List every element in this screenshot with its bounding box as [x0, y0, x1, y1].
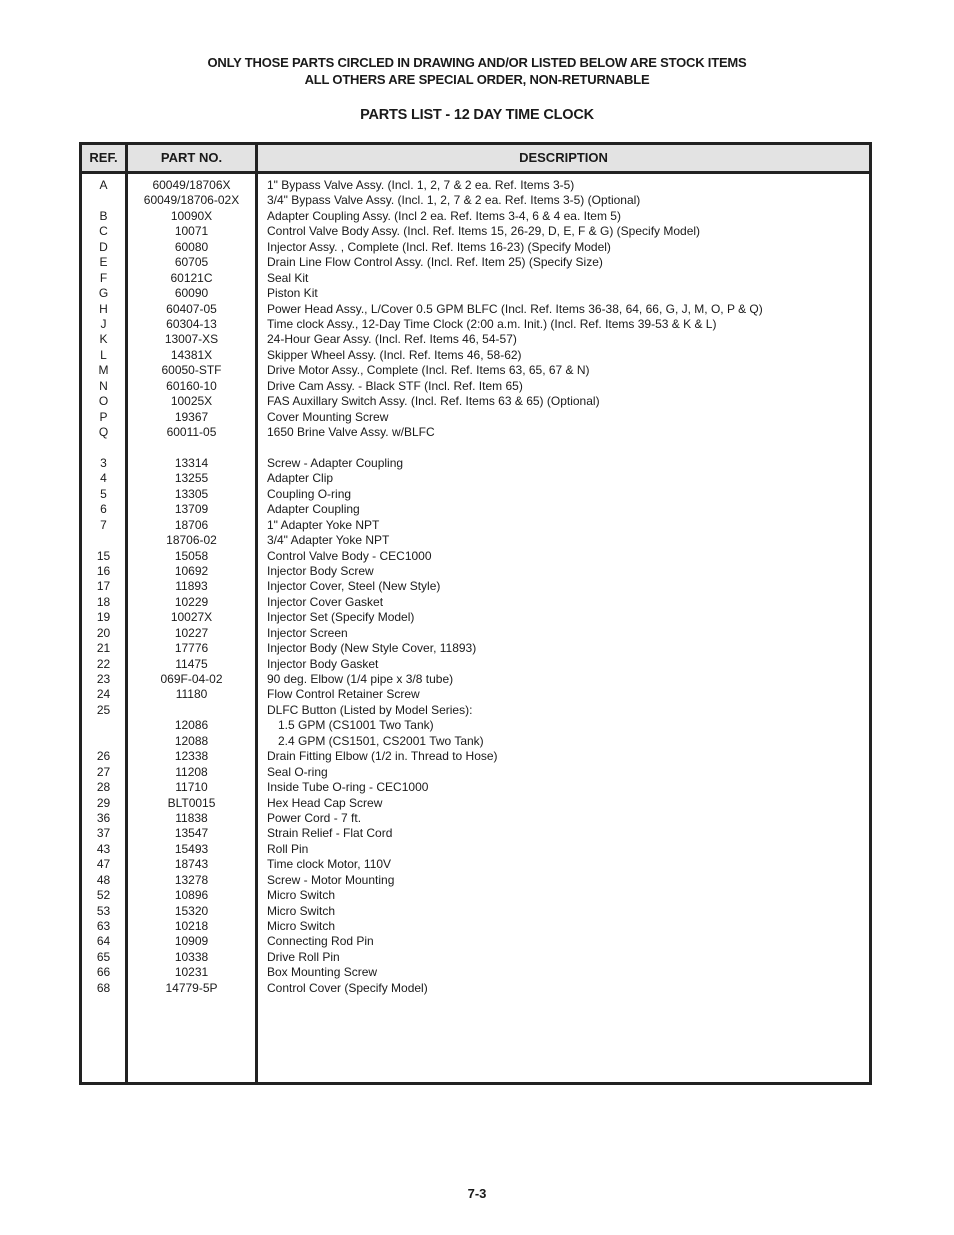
table-row	[82, 610, 869, 625]
part-no-cell: 10227	[174, 625, 209, 640]
table-row	[82, 518, 869, 533]
table-row	[82, 950, 869, 965]
part-no-cell: 13007-XS	[164, 332, 219, 347]
part-no-cell: 10027X	[170, 610, 213, 625]
table-row	[82, 348, 869, 363]
description-cell: Adapter Coupling Assy. (Incl 2 ea. Ref. Items 3-4, 6 & 4 ea. Item 5)	[267, 208, 621, 223]
part-no-cell: 17776	[174, 641, 209, 656]
table-body	[82, 178, 869, 996]
description-cell: 24-Hour Gear Assy. (Incl. Ref. Items 46, 54-57)	[267, 332, 517, 347]
part-no-cell: 10692	[174, 563, 209, 578]
part-no-cell: 10338	[174, 949, 209, 964]
table-row	[82, 595, 869, 610]
part-no-cell: 18743	[174, 857, 209, 872]
part-no-cell: 11893	[175, 579, 208, 594]
part-no-cell: 13305	[174, 486, 209, 501]
ref-cell: N	[99, 378, 108, 393]
header-part-no: PART NO.	[160, 150, 223, 165]
description-cell: DLFC Button (Listed by Model Series):	[267, 702, 473, 717]
ref-cell: P	[99, 409, 108, 424]
table-row	[82, 332, 869, 347]
description-cell: Injector Screen	[267, 625, 348, 640]
ref-cell: 29	[96, 795, 111, 810]
ref-cell: D	[99, 239, 108, 254]
table-row	[82, 317, 869, 332]
part-no-cell: 60011-05	[166, 425, 217, 439]
table-row	[82, 734, 869, 749]
description-cell: Hex Head Cap Screw	[267, 795, 383, 810]
ref-cell: F	[99, 270, 108, 285]
description-cell: Drain Fitting Elbow (1/2 in. Thread to Hose)	[267, 749, 498, 764]
table-row	[82, 410, 869, 425]
table-row	[82, 440, 869, 455]
description-cell: 1" Adapter Yoke NPT	[267, 517, 380, 532]
part-no-cell: 14381X	[170, 347, 213, 362]
description-cell: Injector Cover Gasket	[267, 594, 384, 609]
header-description: DESCRIPTION	[519, 150, 608, 165]
description-cell: Micro Switch	[267, 919, 336, 933]
part-no-cell: 13709	[174, 502, 209, 517]
ref-cell: 37	[96, 826, 111, 841]
parts-table	[79, 142, 872, 1085]
description-cell: Time clock Assy., 12-Day Time Clock (2:00 a.m. Init.) (Incl. Ref. Items 39-53 & K & L)	[267, 316, 717, 331]
description-cell: Control Valve Body - CEC1000	[267, 548, 432, 563]
table-row	[82, 549, 869, 564]
part-no-cell: 12086	[174, 718, 209, 733]
ref-cell: H	[99, 301, 108, 316]
table-row	[82, 302, 869, 317]
ref-cell: A	[99, 178, 108, 192]
table-row	[82, 965, 869, 980]
ref-cell: 17	[96, 579, 111, 594]
stock-notice-line1: ONLY THOSE PARTS CIRCLED IN DRAWING AND/OR LISTED BELOW ARE STOCK ITEMS	[207, 55, 747, 70]
table-row	[82, 811, 869, 826]
table-row	[82, 934, 869, 949]
description-cell: Coupling O-ring	[267, 486, 352, 501]
table-row	[82, 657, 869, 672]
part-no-cell: 069F-04-02	[160, 672, 223, 686]
table-row	[82, 981, 869, 996]
table-row	[82, 193, 869, 208]
description-cell: Injector Set (Specify Model)	[267, 610, 415, 625]
description-cell: Power Head Assy., L/Cover 0.5 GPM BLFC (Incl. Ref. Items 36-38, 64, 66, G, J, M, O, P & Q)	[267, 301, 763, 316]
ref-cell: 68	[96, 980, 111, 995]
description-cell: Drive Motor Assy., Complete (Incl. Ref. Items 63, 65, 67 & N)	[267, 363, 590, 378]
part-no-cell: 60080	[174, 239, 209, 254]
description-cell: Injector Assy. , Complete (Incl. Ref. Items 16-23) (Specify Model)	[267, 239, 611, 254]
part-no-cell: 10025X	[170, 394, 213, 409]
ref-cell: J	[100, 316, 107, 331]
description-cell: FAS Auxillary Switch Assy. (Incl. Ref. Items 63 & 65) (Optional)	[267, 394, 600, 409]
part-no-cell: 10231	[174, 965, 209, 980]
description-cell: Adapter Coupling	[267, 502, 360, 517]
ref-cell: 48	[96, 872, 111, 887]
table-header	[82, 145, 869, 174]
ref-cell: 16	[96, 563, 111, 578]
part-no-cell: 12338	[174, 749, 209, 764]
description-cell: Cover Mounting Screw	[267, 409, 389, 424]
table-row	[82, 394, 869, 409]
part-no-cell: 60407-05	[166, 301, 217, 316]
description-cell: Screw - Adapter Coupling	[267, 455, 404, 470]
table-row	[82, 919, 869, 934]
description-cell: Micro Switch	[267, 903, 336, 918]
part-no-cell: 13255	[174, 471, 209, 486]
table-row	[82, 904, 869, 919]
part-no-cell: 10071	[174, 224, 209, 239]
ref-cell: 19	[96, 610, 111, 625]
table-row	[82, 765, 869, 780]
table-row	[82, 579, 869, 594]
ref-cell: C	[99, 224, 108, 239]
ref-cell: O	[98, 394, 109, 409]
ref-cell: 15	[96, 548, 111, 563]
ref-cell: L	[100, 347, 107, 362]
ref-cell: 65	[96, 949, 111, 964]
description-cell: Strain Relief - Flat Cord	[267, 826, 393, 841]
ref-cell: 27	[96, 764, 111, 779]
ref-cell: 7	[100, 517, 107, 532]
description-cell: 1.5 GPM (CS1001 Two Tank)	[278, 718, 434, 733]
ref-cell: 28	[96, 780, 111, 795]
part-no-cell: 60705	[174, 255, 209, 270]
ref-cell: 66	[96, 965, 111, 980]
page-title: PARTS LIST - 12 DAY TIME CLOCK	[360, 107, 594, 123]
description-cell: Seal Kit	[267, 270, 309, 285]
ref-cell: 23	[96, 672, 111, 686]
table-row	[82, 178, 869, 193]
description-cell: Injector Body Screw	[267, 563, 374, 578]
table-row	[82, 379, 869, 394]
description-cell: Roll Pin	[267, 841, 309, 856]
ref-cell: G	[98, 286, 109, 301]
part-no-cell: 11838	[175, 810, 208, 825]
part-no-cell: 10896	[174, 888, 209, 903]
table-row	[82, 780, 869, 795]
part-no-cell: 13278	[174, 872, 209, 887]
part-no-cell: 13547	[174, 826, 209, 841]
ref-cell: E	[99, 255, 108, 270]
ref-cell: M	[98, 363, 109, 378]
part-no-cell: 60121C	[170, 270, 213, 285]
table-row	[82, 857, 869, 872]
table-row	[82, 564, 869, 579]
table-row	[82, 533, 869, 548]
part-no-cell: 60304-13	[166, 316, 217, 331]
ref-cell: 3	[100, 455, 107, 470]
description-cell: Time clock Motor, 110V	[267, 857, 392, 872]
description-cell: Inside Tube O-ring - CEC1000	[267, 780, 429, 795]
ref-cell: B	[99, 208, 108, 223]
table-row	[82, 456, 869, 471]
table-row	[82, 796, 869, 811]
part-no-cell: 60050-STF	[161, 363, 222, 378]
table-row	[82, 224, 869, 239]
table-row	[82, 286, 869, 301]
table-row	[82, 209, 869, 224]
part-no-cell: 10229	[174, 594, 209, 609]
header-ref: REF.	[89, 150, 118, 165]
table-row	[82, 641, 869, 656]
part-no-cell: 11475	[175, 656, 208, 671]
description-cell: Flow Control Retainer Screw	[267, 687, 420, 702]
ref-cell: 43	[96, 841, 111, 856]
part-no-cell: 14779-5P	[165, 980, 218, 995]
part-no-cell: 10909	[174, 934, 209, 949]
description-cell: Control Cover (Specify Model)	[267, 980, 428, 995]
part-no-cell: 11180	[175, 687, 208, 702]
ref-cell: 53	[96, 903, 111, 918]
table-row	[82, 826, 869, 841]
ref-cell: 36	[96, 810, 111, 825]
description-cell: Connecting Rod Pin	[267, 934, 374, 949]
table-row	[82, 363, 869, 378]
part-no-cell: 19367	[174, 409, 209, 424]
description-cell: Box Mounting Screw	[267, 965, 378, 980]
part-no-cell: 12088	[174, 733, 209, 748]
table-row	[82, 842, 869, 857]
ref-cell: 64	[96, 934, 111, 949]
part-no-cell: BLT0015	[167, 795, 216, 810]
part-no-cell: 60160-10	[166, 378, 217, 393]
ref-cell: 63	[96, 919, 111, 933]
table-row	[82, 502, 869, 517]
description-cell: 1" Bypass Valve Assy. (Incl. 1, 2, 7 & 2 ea. Ref. Items 3-5)	[267, 178, 575, 192]
ref-cell: 52	[96, 888, 111, 903]
description-cell: Screw - Motor Mounting	[267, 872, 395, 887]
description-cell: Drain Line Flow Control Assy. (Incl. Ref. Item 25) (Specify Size)	[267, 255, 603, 270]
ref-cell: 4	[100, 471, 107, 486]
part-no-cell: 60049/18706-02X	[143, 193, 240, 208]
part-no-cell: 15493	[174, 841, 209, 856]
description-cell: Piston Kit	[267, 286, 318, 301]
description-cell: 1650 Brine Valve Assy. w/BLFC	[267, 425, 435, 439]
part-no-cell: 60049/18706X	[152, 178, 231, 192]
description-cell: Micro Switch	[267, 888, 336, 903]
ref-cell: 18	[96, 594, 111, 609]
part-no-cell: 60090	[174, 286, 209, 301]
ref-cell: K	[99, 332, 108, 347]
table-row	[82, 888, 869, 903]
description-cell: Injector Body (New Style Cover, 11893)	[267, 641, 477, 656]
table-row	[82, 425, 869, 440]
ref-cell: 25	[96, 702, 111, 717]
table-row	[82, 487, 869, 502]
description-cell: Adapter Clip	[267, 471, 334, 486]
part-no-cell: 11208	[175, 764, 208, 779]
part-no-cell: 10218	[174, 919, 209, 933]
table-row	[82, 240, 869, 255]
description-cell: Drive Cam Assy. - Black STF (Incl. Ref. Item 65)	[267, 378, 523, 393]
description-cell: 3/4" Adapter Yoke NPT	[267, 533, 390, 548]
description-cell: Seal O-ring	[267, 764, 328, 779]
table-row	[82, 672, 869, 687]
description-cell: Drive Roll Pin	[267, 949, 340, 964]
table-row	[82, 471, 869, 486]
description-cell: 90 deg. Elbow (1/4 pipe x 3/8 tube)	[267, 672, 454, 686]
description-cell: Power Cord - 7 ft.	[267, 810, 362, 825]
ref-cell: 5	[100, 486, 107, 501]
ref-cell: 24	[96, 687, 111, 702]
table-row	[82, 271, 869, 286]
stock-notice-line2: ALL OTHERS ARE SPECIAL ORDER, NON-RETURNABLE	[304, 72, 650, 87]
part-no-cell: 10090X	[170, 208, 213, 223]
description-cell: Skipper Wheel Assy. (Incl. Ref. Items 46, 58-62)	[267, 347, 522, 362]
part-no-cell: 13314	[174, 455, 209, 470]
ref-cell: Q	[98, 425, 109, 439]
part-no-cell: 15058	[174, 548, 209, 563]
page-number: 7-3	[467, 1186, 487, 1201]
table-row	[82, 749, 869, 764]
table-row	[82, 687, 869, 702]
description-cell: 3/4" Bypass Valve Assy. (Incl. 1, 2, 7 & 2 ea. Ref. Items 3-5) (Optional)	[267, 193, 641, 208]
table-row	[82, 703, 869, 718]
description-cell: 2.4 GPM (CS1501, CS2001 Two Tank)	[278, 733, 484, 748]
table-row	[82, 873, 869, 888]
description-cell: Injector Cover, Steel (New Style)	[267, 579, 441, 594]
part-no-cell: 11710	[175, 780, 208, 795]
part-no-cell: 15320	[174, 903, 209, 918]
ref-cell: 22	[96, 656, 111, 671]
table-row	[82, 255, 869, 270]
part-no-cell: 18706	[174, 517, 209, 532]
table-row	[82, 626, 869, 641]
ref-cell: 6	[100, 502, 107, 517]
ref-cell: 20	[96, 625, 111, 640]
description-cell: Control Valve Body Assy. (Incl. Ref. Items 15, 26-29, D, E, F & G) (Specify Model)	[267, 224, 701, 239]
ref-cell: 26	[96, 749, 111, 764]
part-no-cell: 18706-02	[166, 533, 217, 548]
ref-cell: 21	[96, 641, 111, 656]
description-cell: Injector Body Gasket	[267, 656, 379, 671]
table-row	[82, 718, 869, 733]
ref-cell: 47	[96, 857, 111, 872]
